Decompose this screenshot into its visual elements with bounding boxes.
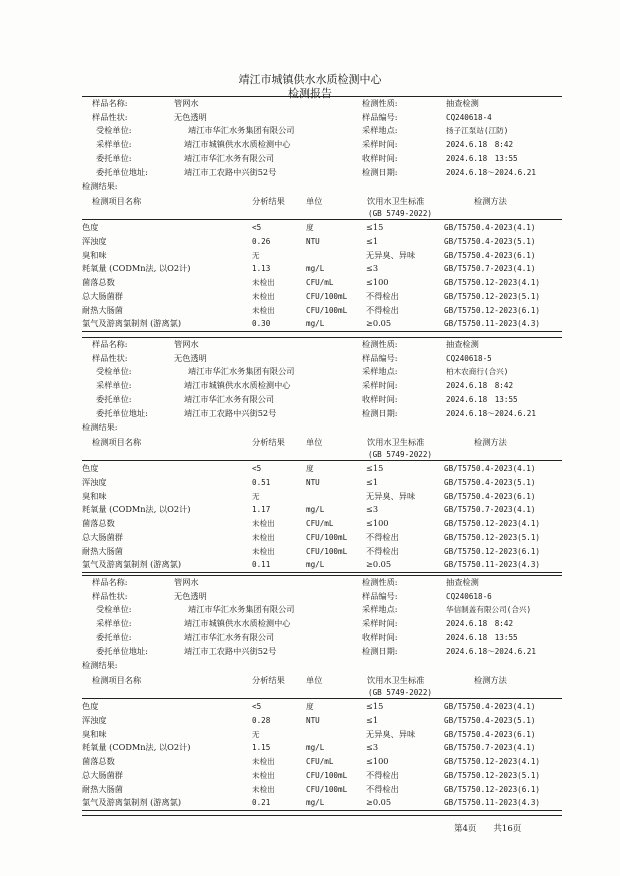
item-result: 1.17 — [252, 505, 271, 515]
results-heading-row — [82, 180, 562, 193]
result-row — [82, 262, 562, 275]
item-unit: CFU/mL — [306, 757, 334, 767]
item-name: 耐热大肠菌 — [82, 545, 123, 556]
col-unit-header: 单位 — [306, 674, 323, 685]
item-standard: 不得检出 — [366, 769, 399, 780]
item-method: GB/T5750.7-2023(4.1) — [444, 743, 536, 753]
field-label-commissioner: 委托单位: — [96, 393, 132, 404]
column-header-row-2 — [82, 448, 562, 461]
column-header-rule — [82, 219, 562, 220]
field-value-commissioner: 靖江市华汇水务有限公司 — [184, 152, 275, 163]
item-unit: CFU/100mL — [306, 291, 348, 301]
col-std-header: 饮用水卫生标准 — [367, 674, 425, 685]
item-name: 浑浊度 — [82, 477, 107, 487]
result-row — [82, 728, 562, 741]
field-label-test-date: 检测日期: — [362, 407, 398, 418]
item-method: GB/T5750.4-2023(4.1) — [444, 223, 536, 233]
report-title: 检测报告 — [288, 87, 332, 100]
item-result: <5 — [252, 223, 262, 233]
col-item-header: 检测项目名称 — [92, 195, 142, 206]
item-unit: 度 — [306, 223, 314, 233]
field-value-receive-time: 2024.6.18 13:55 — [446, 632, 518, 642]
col-std-header: 饮用水卫生标准 — [367, 436, 425, 447]
col-std-subheader: (GB 5749-2022) — [368, 687, 433, 697]
item-standard: ≥0.05 — [366, 797, 392, 808]
item-unit: NTU — [306, 478, 320, 487]
field-label-sample-site: 采样地点: — [362, 604, 398, 615]
item-name: 色度 — [82, 463, 99, 474]
item-standard: 不得检出 — [366, 304, 399, 315]
item-method: GB/T5750.7-2023(4.1) — [444, 505, 536, 515]
item-result: 1.15 — [252, 743, 271, 753]
col-result-header: 分析结果 — [252, 195, 285, 206]
item-method: GB/T5750.11-2023(4.3) — [444, 798, 541, 808]
field-label-client: 受检单位: — [96, 366, 132, 377]
col-result-header: 分析结果 — [252, 436, 285, 447]
field-value-client: 靖江市华汇水务集团有限公司 — [188, 125, 295, 136]
header-row — [82, 645, 562, 658]
col-std-subheader: (GB 5749-2022) — [368, 208, 433, 218]
field-label-receive-time: 收样时间: — [362, 152, 398, 163]
result-row — [82, 714, 562, 727]
field-label-commissioner-addr: 委托单位地址: — [96, 645, 148, 656]
field-value-sample-state: 无色透明 — [174, 352, 207, 363]
field-label-sample-time: 采样时间: — [362, 139, 398, 150]
item-standard: ≥0.05 — [366, 318, 392, 329]
item-standard: ≤15 — [366, 222, 384, 233]
item-standard: ≥0.05 — [366, 559, 392, 570]
col-std-subheader: (GB 5749-2022) — [368, 449, 433, 459]
header-row — [82, 97, 562, 110]
header-row — [82, 124, 562, 137]
field-value-commissioner: 靖江市华汇水务有限公司 — [184, 393, 275, 404]
result-row — [82, 476, 562, 489]
item-standard: ≤3 — [366, 504, 379, 515]
field-value-test-date: 2024.6.18～2024.6.21 — [446, 408, 536, 418]
item-name: 浑浊度 — [82, 236, 107, 246]
item-result: 0.51 — [252, 478, 271, 487]
column-header-row-2 — [82, 686, 562, 699]
header-row — [82, 111, 562, 124]
item-standard: 不得检出 — [366, 545, 399, 556]
result-row — [82, 317, 562, 330]
result-row — [82, 769, 562, 782]
item-unit: CFU/100mL — [306, 546, 348, 556]
item-unit: CFU/mL — [306, 278, 334, 288]
result-row — [82, 545, 562, 558]
item-unit: NTU — [306, 237, 320, 246]
footer-rule — [82, 815, 562, 816]
field-label-sample-state: 样品性状: — [92, 352, 128, 363]
item-result: <5 — [252, 702, 262, 712]
item-method: GB/T5750.4-2023(6.1) — [444, 491, 536, 501]
result-row — [82, 741, 562, 754]
result-row — [82, 755, 562, 768]
item-method: GB/T5750.12-2023(6.1) — [444, 546, 541, 556]
item-name: 总大肠菌群 — [82, 531, 123, 542]
item-method: GB/T5750.7-2023(4.1) — [444, 264, 536, 274]
results-label: 检测结果: — [82, 181, 118, 192]
item-name: 色度 — [82, 701, 99, 712]
field-value-sample-site: 扬子江泵站(江防) — [446, 126, 509, 136]
field-value-sample-name: 管网水 — [174, 98, 199, 108]
col-item-header: 检测项目名称 — [92, 674, 142, 685]
item-result: 未检出 — [252, 278, 275, 288]
field-value-commissioner-addr: 靖江市工农路中兴街52号 — [184, 166, 277, 177]
item-result: 未检出 — [252, 757, 275, 767]
item-unit: CFU/100mL — [306, 784, 348, 794]
item-standard: ≤100 — [366, 756, 389, 767]
header-row — [82, 603, 562, 616]
field-label-sample-state: 样品性状: — [92, 590, 128, 601]
field-value-test-nature: 抽查检测 — [446, 98, 479, 108]
item-name: 耗氧量 (CODMn法, 以O2计) — [82, 263, 191, 274]
item-result: 未检出 — [252, 784, 275, 794]
field-label-sample-no: 样品编号: — [362, 111, 398, 122]
header-row — [82, 631, 562, 644]
item-result: 未检出 — [252, 305, 275, 315]
item-standard: 无异臭、异味 — [366, 490, 416, 501]
item-standard: ≤1 — [366, 236, 379, 246]
header-row — [82, 617, 562, 630]
field-value-sample-time: 2024.6.18 8:42 — [446, 619, 514, 629]
item-method: GB/T5750.4-2023(5.1) — [444, 478, 536, 487]
field-value-sampler: 靖江市城镇供水水质检测中心 — [184, 380, 291, 391]
item-method: GB/T5750.4-2023(5.1) — [444, 716, 536, 725]
field-value-sample-time: 2024.6.18 8:42 — [446, 381, 514, 391]
item-result: <5 — [252, 464, 262, 474]
item-unit: CFU/mL — [306, 519, 334, 529]
result-row — [82, 503, 562, 516]
item-result: 未检出 — [252, 532, 275, 542]
field-label-sample-state: 样品性状: — [92, 111, 128, 122]
field-label-sample-time: 采样时间: — [362, 380, 398, 391]
item-method: GB/T5750.4-2023(6.1) — [444, 729, 536, 739]
field-label-commissioner: 委托单位: — [96, 631, 132, 642]
result-row — [82, 796, 562, 809]
result-row — [82, 462, 562, 475]
item-unit: mg/L — [306, 319, 325, 329]
result-row — [82, 276, 562, 289]
field-value-sample-no: CQ240618-4 — [446, 112, 492, 122]
item-unit: NTU — [306, 716, 320, 725]
item-method: GB/T5750.11-2023(4.3) — [444, 319, 541, 329]
field-label-sample-no: 样品编号: — [362, 590, 398, 601]
header-row — [82, 407, 562, 420]
field-value-sample-state: 无色透明 — [174, 590, 207, 601]
field-label-test-nature: 检测性质: — [362, 577, 398, 587]
field-label-sampler: 采样单位: — [96, 380, 132, 391]
section-bottom-rule — [82, 331, 562, 332]
results-label: 检测结果: — [82, 660, 118, 671]
field-value-sampler: 靖江市城镇供水水质检测中心 — [184, 139, 291, 150]
result-row — [82, 558, 562, 571]
field-value-commissioner: 靖江市华汇水务有限公司 — [184, 631, 275, 642]
item-name: 色度 — [82, 222, 99, 233]
item-unit: CFU/100mL — [306, 305, 348, 315]
field-label-receive-time: 收样时间: — [362, 631, 398, 642]
item-standard: 不得检出 — [366, 531, 399, 542]
item-standard: 不得检出 — [366, 290, 399, 301]
item-result: 0.26 — [252, 237, 271, 246]
item-name: 菌落总数 — [82, 756, 115, 767]
item-name: 耐热大肠菌 — [82, 304, 123, 315]
item-method: GB/T5750.4-2023(6.1) — [444, 250, 536, 260]
col-unit-header: 单位 — [306, 436, 323, 447]
page-number: 第4页 共16页 — [454, 824, 522, 834]
result-row — [82, 783, 562, 796]
item-standard: ≤15 — [366, 701, 384, 712]
field-label-sampler: 采样单位: — [96, 139, 132, 150]
field-value-sample-name: 管网水 — [174, 339, 199, 349]
header-row — [82, 166, 562, 179]
item-method: GB/T5750.4-2023(5.1) — [444, 237, 536, 246]
header-row — [82, 138, 562, 151]
field-label-sampler: 采样单位: — [96, 618, 132, 629]
item-result: 0.30 — [252, 319, 271, 329]
field-label-commissioner-addr: 委托单位地址: — [96, 407, 148, 418]
field-label-sample-name: 样品名称: — [92, 98, 128, 108]
item-method: GB/T5750.12-2023(5.1) — [444, 770, 541, 780]
header-row — [82, 393, 562, 406]
item-result: 无 — [252, 491, 260, 501]
results-heading-row — [82, 659, 562, 672]
item-standard: ≤1 — [366, 715, 379, 725]
result-row — [82, 235, 562, 248]
item-method: GB/T5750.12-2023(4.1) — [444, 278, 541, 288]
field-label-client: 受检单位: — [96, 125, 132, 136]
field-label-sample-time: 采样时间: — [362, 618, 398, 629]
header-row — [82, 590, 562, 603]
field-value-test-date: 2024.6.18～2024.6.21 — [446, 646, 536, 656]
center-name: 靖江市城镇供水水质检测中心 — [238, 73, 382, 86]
item-result: 未检出 — [252, 546, 275, 556]
item-name: 总大肠菌群 — [82, 290, 123, 301]
field-value-sample-site: 柏木农商行(合兴) — [446, 367, 509, 377]
item-unit: mg/L — [306, 505, 325, 515]
result-row — [82, 221, 562, 234]
item-standard: 不得检出 — [366, 783, 399, 794]
field-value-sample-site: 华信制盖有限公司(合兴) — [446, 605, 532, 615]
item-result: 1.13 — [252, 264, 271, 274]
item-name: 耐热大肠菌 — [82, 783, 123, 794]
item-standard: ≤1 — [366, 477, 379, 487]
field-label-test-nature: 检测性质: — [362, 98, 398, 108]
field-label-receive-time: 收样时间: — [362, 393, 398, 404]
item-result: 未检出 — [252, 770, 275, 780]
field-label-test-date: 检测日期: — [362, 645, 398, 656]
field-label-test-nature: 检测性质: — [362, 339, 398, 349]
field-value-sample-state: 无色透明 — [174, 111, 207, 122]
item-method: GB/T5750.12-2023(4.1) — [444, 757, 541, 767]
item-method: GB/T5750.12-2023(6.1) — [444, 305, 541, 315]
result-row — [82, 531, 562, 544]
field-value-receive-time: 2024.6.18 13:55 — [446, 153, 518, 163]
item-method: GB/T5750.12-2023(6.1) — [444, 784, 541, 794]
item-standard: 无异臭、异味 — [366, 249, 416, 260]
item-name: 氯气及游离氯制剂 (游离氯) — [82, 797, 182, 808]
item-method: GB/T5750.12-2023(5.1) — [444, 532, 541, 542]
item-unit: mg/L — [306, 264, 325, 274]
item-standard: ≤100 — [366, 518, 389, 529]
field-label-sample-site: 采样地点: — [362, 366, 398, 377]
field-label-sample-name: 样品名称: — [92, 577, 128, 587]
field-label-sample-site: 采样地点: — [362, 125, 398, 136]
results-label: 检测结果: — [82, 422, 118, 433]
header-row — [82, 352, 562, 365]
item-name: 臭和味 — [82, 728, 107, 739]
field-value-test-nature: 抽查检测 — [446, 339, 479, 349]
header-row — [82, 576, 562, 589]
col-unit-header: 单位 — [306, 195, 323, 206]
field-value-commissioner-addr: 靖江市工农路中兴街52号 — [184, 645, 277, 656]
section-bottom-rule — [82, 572, 562, 573]
item-name: 总大肠菌群 — [82, 769, 123, 780]
header-row — [82, 379, 562, 392]
item-unit: 度 — [306, 702, 314, 712]
item-unit: CFU/100mL — [306, 770, 348, 780]
col-method-header: 检测方法 — [474, 436, 507, 447]
item-result: 未检出 — [252, 519, 275, 529]
header-row — [82, 338, 562, 351]
result-row — [82, 304, 562, 317]
item-name: 氯气及游离氯制剂 (游离氯) — [82, 559, 182, 570]
item-method: GB/T5750.12-2023(5.1) — [444, 291, 541, 301]
col-result-header: 分析结果 — [252, 674, 285, 685]
item-standard: ≤3 — [366, 263, 379, 274]
field-value-sample-name: 管网水 — [174, 577, 199, 587]
field-label-sample-name: 样品名称: — [92, 339, 128, 349]
field-label-client: 受检单位: — [96, 604, 132, 615]
item-result: 0.28 — [252, 716, 271, 725]
item-name: 耗氧量 (CODMn法, 以O2计) — [82, 504, 191, 515]
col-method-header: 检测方法 — [474, 195, 507, 206]
item-unit: mg/L — [306, 743, 325, 753]
item-unit: CFU/100mL — [306, 532, 348, 542]
item-standard: ≤15 — [366, 463, 384, 474]
field-value-commissioner-addr: 靖江市工农路中兴街52号 — [184, 407, 277, 418]
field-value-receive-time: 2024.6.18 13:55 — [446, 394, 518, 404]
item-standard: 无异臭、异味 — [366, 728, 416, 739]
column-header-rule — [82, 698, 562, 699]
item-result: 0.11 — [252, 560, 271, 570]
item-unit: 度 — [306, 464, 314, 474]
field-label-sample-no: 样品编号: — [362, 352, 398, 363]
item-result: 0.21 — [252, 798, 271, 808]
item-name: 臭和味 — [82, 249, 107, 260]
field-label-commissioner-addr: 委托单位地址: — [96, 166, 148, 177]
header-row — [82, 152, 562, 165]
field-value-test-date: 2024.6.18～2024.6.21 — [446, 167, 536, 177]
item-standard: ≤3 — [366, 742, 379, 753]
item-unit: mg/L — [306, 560, 325, 570]
item-name: 菌落总数 — [82, 277, 115, 288]
results-heading-row — [82, 421, 562, 434]
col-item-header: 检测项目名称 — [92, 436, 142, 447]
column-header-row-2 — [82, 207, 562, 220]
field-value-sampler: 靖江市城镇供水水质检测中心 — [184, 618, 291, 629]
col-method-header: 检测方法 — [474, 674, 507, 685]
item-method: GB/T5750.12-2023(4.1) — [444, 519, 541, 529]
header-row — [82, 365, 562, 378]
item-name: 氯气及游离氯制剂 (游离氯) — [82, 318, 182, 329]
result-row — [82, 290, 562, 303]
field-value-client: 靖江市华汇水务集团有限公司 — [188, 604, 295, 615]
item-method: GB/T5750.4-2023(4.1) — [444, 464, 536, 474]
item-method: GB/T5750.4-2023(4.1) — [444, 702, 536, 712]
result-row — [82, 517, 562, 530]
field-value-sample-no: CQ240618-6 — [446, 591, 492, 601]
result-row — [82, 700, 562, 713]
field-label-test-date: 检测日期: — [362, 166, 398, 177]
item-name: 菌落总数 — [82, 518, 115, 529]
item-method: GB/T5750.11-2023(4.3) — [444, 560, 541, 570]
field-value-test-nature: 抽查检测 — [446, 577, 479, 587]
result-row — [82, 490, 562, 503]
item-unit: mg/L — [306, 798, 325, 808]
item-name: 浑浊度 — [82, 715, 107, 725]
item-result: 无 — [252, 729, 260, 739]
result-row — [82, 249, 562, 262]
item-name: 耗氧量 (CODMn法, 以O2计) — [82, 742, 191, 753]
item-name: 臭和味 — [82, 490, 107, 501]
field-value-sample-time: 2024.6.18 8:42 — [446, 140, 514, 150]
item-result: 未检出 — [252, 291, 275, 301]
column-header-rule — [82, 460, 562, 461]
field-value-sample-no: CQ240618-5 — [446, 353, 492, 363]
section-bottom-rule — [82, 810, 562, 811]
item-result: 无 — [252, 250, 260, 260]
field-label-commissioner: 委托单位: — [96, 152, 132, 163]
field-value-client: 靖江市华汇水务集团有限公司 — [188, 366, 295, 377]
item-standard: ≤100 — [366, 277, 389, 288]
col-std-header: 饮用水卫生标准 — [367, 195, 425, 206]
